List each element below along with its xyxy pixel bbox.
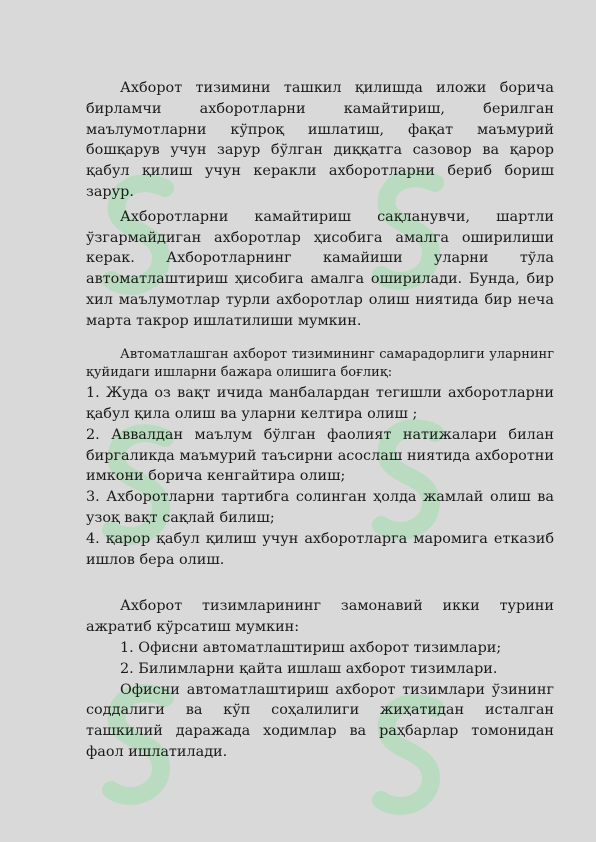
document-body [86, 78, 554, 763]
paragraph: Офисни автоматлаштириш ахборот тизимлари ўзининг соддалиги ва кўп соҳалилиги жиҳатидан исталган ташкилий даражада ходимлар ва раҳбарлар томонидан фаол ишлатилади. [86, 681, 554, 760]
list-item: 1. Жуда оз вақт ичида манбалардан тегишли ахборотларни қабул қила олиш ва уларни келтира олиш ; [86, 385, 554, 422]
paragraph: Ахборотларни камайтириш сақланувчи, шартли ўзгармайдиган ахборотлар ҳисобига амалга оширилиши керак. Ахборотларнинг камайиши уларни тўла автоматлаштириш ҳисобига амалга оширилади. Бунда, бир хил маълумотлар турли ахборотлар олиш ниятида бир неча марта такрор ишлатилиши мумкин. [86, 208, 554, 329]
list-item: 3. Ахборотларни тартибга солинган ҳолда жамлай олиш ва узоқ вақт сақлай билиш; [86, 489, 554, 526]
list-item: 1. Офисни автоматлаштириш ахборот тизимлари; [120, 639, 502, 656]
list-item: 4. қарор қабул қилиш учун ахборотларга маромига етказиб ишлов бера олиш. [86, 530, 554, 568]
paragraph: Ахборот тизимларининг замонавий икки турини ажратиб кўрсатиш мумкин: [86, 598, 554, 636]
list-item: 2. Аввалдан маълум бўлган фаолият натижалари билан биргаликда маъмурий таъсирни асослаш ниятида ахборотни имкони борича кенгайтира олиш; [86, 426, 554, 485]
paragraph: Автоматлашган ахборот тизимининг самарадорлиги уларнинг қуйидаги ишларни бажара олишига боғлиқ: [86, 346, 554, 381]
list-item: 2. Билимларни қайта ишлаш ахборот тизимлари. [120, 660, 498, 677]
paragraph: Ахборот тизимини ташкил қилишда иложи борича бирламчи ахборотларни камайтириш, берилган маълумотларни кўпроқ ишлатиш, фақат маъмурий бошқарув учун зарур бўлган диққатга сазовор ва қарор қабул қилиш учун керакли ахборотларни бериб бориш зарур. [86, 80, 554, 200]
